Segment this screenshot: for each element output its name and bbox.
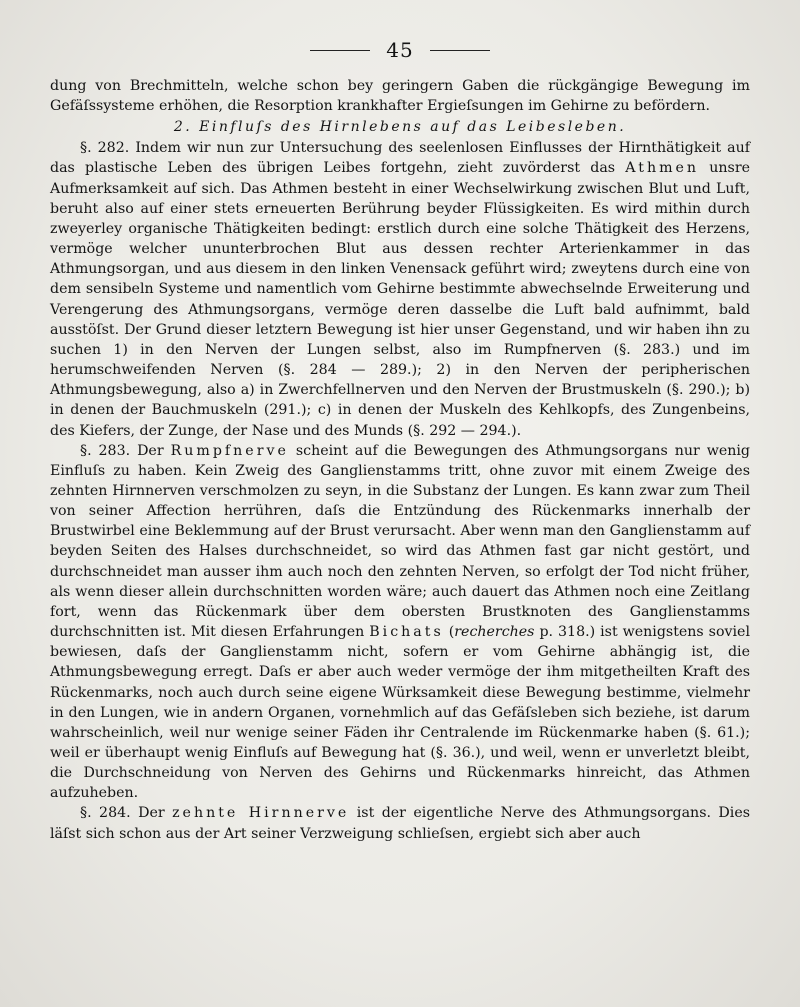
body-text <box>50 76 750 844</box>
paragraph-283 <box>50 441 750 804</box>
section-number: §. 282. <box>80 140 130 157</box>
paragraph-text: p. 318.) ist wenigstens soviel bewiesen, daſs der Ganglienstamm nicht, sofern er vom Gehirne abhängig ist, die Athmungsbewegung erregt. Daſs er aber auch weder vermöge der ihm mitgetheilten Kraft des Rückenmarks, noch auch durch seine eigene Würksamkeit diese Bewegung bestimme, vielmehr in den Lungen, wie in andern Organen, vornehmlich auf das Gefäſsleben sich beziehe, ist darum wahrscheinlich, weil nur wenige seiner Fäden ihr Centralende im Rückenmarke haben (§. 61.); weil er überhaupt wenig Einfluſs auf Bewegung hat (§. 36.), und weil, wenn er unverletzt bleibt, die Durchschneidung von Nerven des Gehirns und Rückenmarks hinreicht, das Athmen aufzuheben. <box>50 624 750 802</box>
paragraph-continuation: dung von Brechmitteln, welche schon bey geringern Gaben die rückgängige Bewegung im Gefäſssysteme erhöhen, die Resorption krankhafter Ergieſsungen im Gehirne zu befördern. <box>50 78 750 115</box>
paragraph-text: scheint auf die Bewegungen des Athmungsorgans nur wenig Einfluſs zu haben. Kein Zweig des Ganglienstamms tritt, ohne zuvor mit einem Zweige des zehnten Hirnnerven verschmolzen zu seyn, in die Substanz der Lungen. Es kann zwar zum Theil von seiner Affection herrühren, daſs die Entzündung des Rückenmarks innerhalb der Brustwirbel eine Beklemmung auf der Brust verursacht. Aber wenn man den Ganglienstamm auf beyden Seiten des Halses durchschneidet, so wird das Athmen fast gar nicht gestört, und durchschneidet man ausser ihm auch noch den zehnten Nerven, so erfolgt der Tod nicht früher, als wenn dieser allein durchschnitten worden wäre; auch dauert das Athmen noch eine Zeitlang fort, wenn das Rückenmark über dem obersten Brustknoten des Ganglienstamms durchschnitten ist. Mit diesen Erfahrungen <box>50 442 750 641</box>
spaced-term: Athmen <box>625 160 700 177</box>
paragraph-text: ( <box>448 624 455 641</box>
spaced-term: zehnte Hirnnerve <box>172 805 350 822</box>
work-title: recherches <box>454 624 535 641</box>
paragraph-284 <box>50 803 750 843</box>
paragraph-text: unsre Aufmerksamkeit auf sich. Das Athmen besteht in einer Wechselwirkung zwischen Blut und Luft, beruht also auf einer stets erneuerten Berührung beyder Flüssigkeiten. Es wird mithin durch zweyerley organische Thätigkeiten bedingt: erstlich durch eine solche Thätigkeit des Herzens, vermöge welcher ununterbrochen Blut aus dessen rechter Arterienkammer in das Athmungsorgan, und aus diesem in den linken Venensack geführt wird; zweytens durch eine von dem sensibeln Systeme und namentlich vom Gehirne bestimmte abwechselnde Erweiterung und Verengerung des Athmungsorgans, vermöge deren dasselbe die Luft bald aufnimmt, bald ausstöſst. Der Grund dieser letztern Bewegung ist hier unser Gegenstand, und wir haben ihn zu suchen 1) in den Nerven der Lungen selbst, also im Rumpfnerven (§. 283.) und im herumschweifenden Nerven (§. 284 — 289.); 2) in den Nerven der peripherischen Athmungsbewegung, also a) in Zwerchfellnerven und den Nerven der Brustmuskeln (§. 290.); b) in denen der Bauchmuskeln (291.); c) in denen der Muskeln des Kehlkopfs, des Zungenbeins, des Kiefers, der Zunge, der Nase und des Munds (§. 292 — 294.). <box>50 160 750 439</box>
section-heading: 2. Einfluſs des Hirnlebens auf das Leibesleben. <box>173 119 627 136</box>
paragraph-text: ist der eigentliche Nerve des Athmungsorgans. Dies läſst sich schon aus der Art seiner Verzweigung schlieſsen, ergiebt sich aber auch <box>50 805 751 842</box>
left-rule <box>310 50 370 51</box>
paragraph-text: Der <box>138 805 165 822</box>
spaced-term: Rumpfnerve <box>170 442 289 459</box>
spaced-name: Bichats <box>369 624 444 641</box>
running-head <box>50 30 750 70</box>
paragraph-282 <box>50 138 750 440</box>
paragraph-text: Der <box>137 442 164 459</box>
right-rule <box>430 50 490 51</box>
paragraph-text: Indem wir nun zur Untersuchung des seelenlosen Einflusses der Hirnthätigkeit auf das plastische Leben des übrigen Leibes fortgehn, zieht zuvörderst das <box>50 140 751 177</box>
page-number: 45 <box>386 38 414 62</box>
section-number: §. 284. <box>80 805 131 822</box>
section-number: §. 283. <box>80 442 131 459</box>
